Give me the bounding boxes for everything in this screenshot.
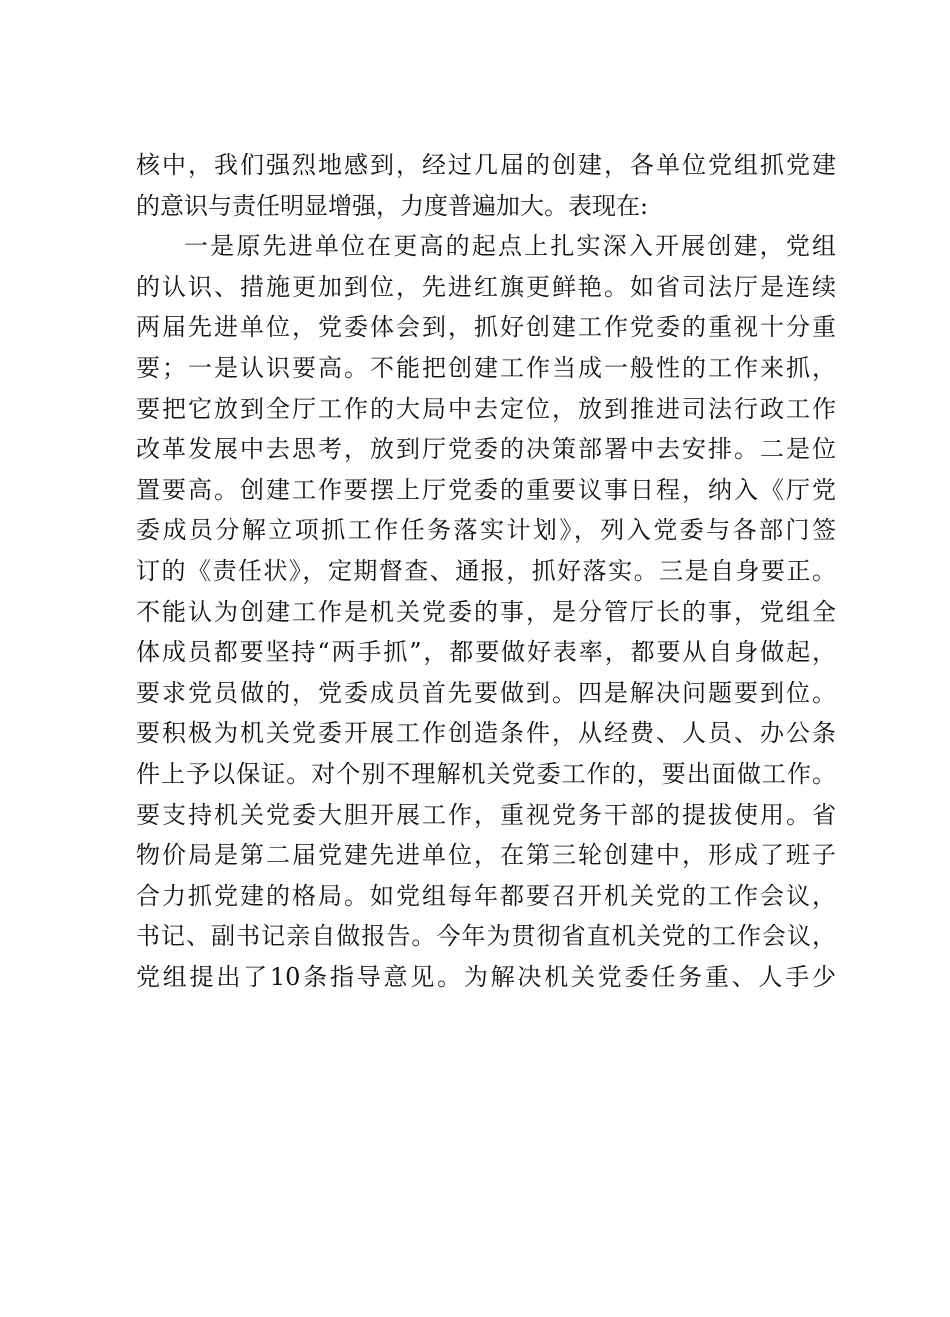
text-line: 的意识与责任明显增强，力度普遍加大。表现在:: [136, 191, 649, 220]
text-line: 书记、副书记亲自做报告。今年为贯彻省直机关党的工作会议，: [136, 922, 836, 951]
text-line: 要；一是认识要高。不能把创建工作当成一般性的工作来抓，: [136, 353, 836, 382]
text-line: 一是原先进单位在更高的起点上扎实深入开展创建，党组: [184, 232, 836, 261]
text-line: 要积极为机关党委开展工作创造条件，从经费、人员、办公条: [136, 719, 836, 748]
text-line: 两届先进单位，党委体会到，抓好创建工作党委的重视十分重: [136, 313, 836, 342]
text-line: 件上予以保证。对个别不理解机关党委工作的，要出面做工作。: [136, 759, 836, 788]
text-line: 要支持机关党委大胆开展工作，重视党务干部的提拔使用。省: [136, 800, 836, 829]
text-line: 改革发展中去思考，放到厅党委的决策部署中去安排。二是位: [136, 435, 836, 464]
body-text: [136, 145, 836, 997]
text-line: 委成员分解立项抓工作任务落实计划》，列入党委与各部门签: [136, 516, 836, 545]
text-line: 置要高。创建工作要摆上厅党委的重要议事日程，纳入《厅党: [136, 475, 836, 504]
text-line: 核中，我们强烈地感到，经过几届的创建，各单位党组抓党建: [136, 151, 836, 179]
text-line: 体成员都要坚持“两手抓”，都要做好表率，都要从自身做起，: [136, 638, 836, 667]
text-line: 要把它放到全厅工作的大局中去定位，放到推进司法行政工作: [136, 394, 836, 423]
text-line: 要求党员做的，党委成员首先要做到。四是解决问题要到位。: [136, 678, 836, 707]
text-line: 订的《责任状》，定期督查、通报，抓好落实。三是自身要正。: [136, 556, 836, 585]
text-line: 的认识、措施更加到位，先进红旗更鲜艳。如省司法厅是连续: [136, 272, 836, 301]
text-line: 物价局是第二届党建先进单位，在第三轮创建中，形成了班子: [136, 841, 836, 870]
text-line: 合力抓党建的格局。如党组每年都要召开机关党的工作会议，: [136, 881, 836, 910]
text-line: 不能认为创建工作是机关党委的事，是分管厅长的事，党组全: [136, 597, 836, 626]
text-line: 党组提出了10条指导意见。为解决机关党委任务重、人手少: [136, 962, 836, 991]
